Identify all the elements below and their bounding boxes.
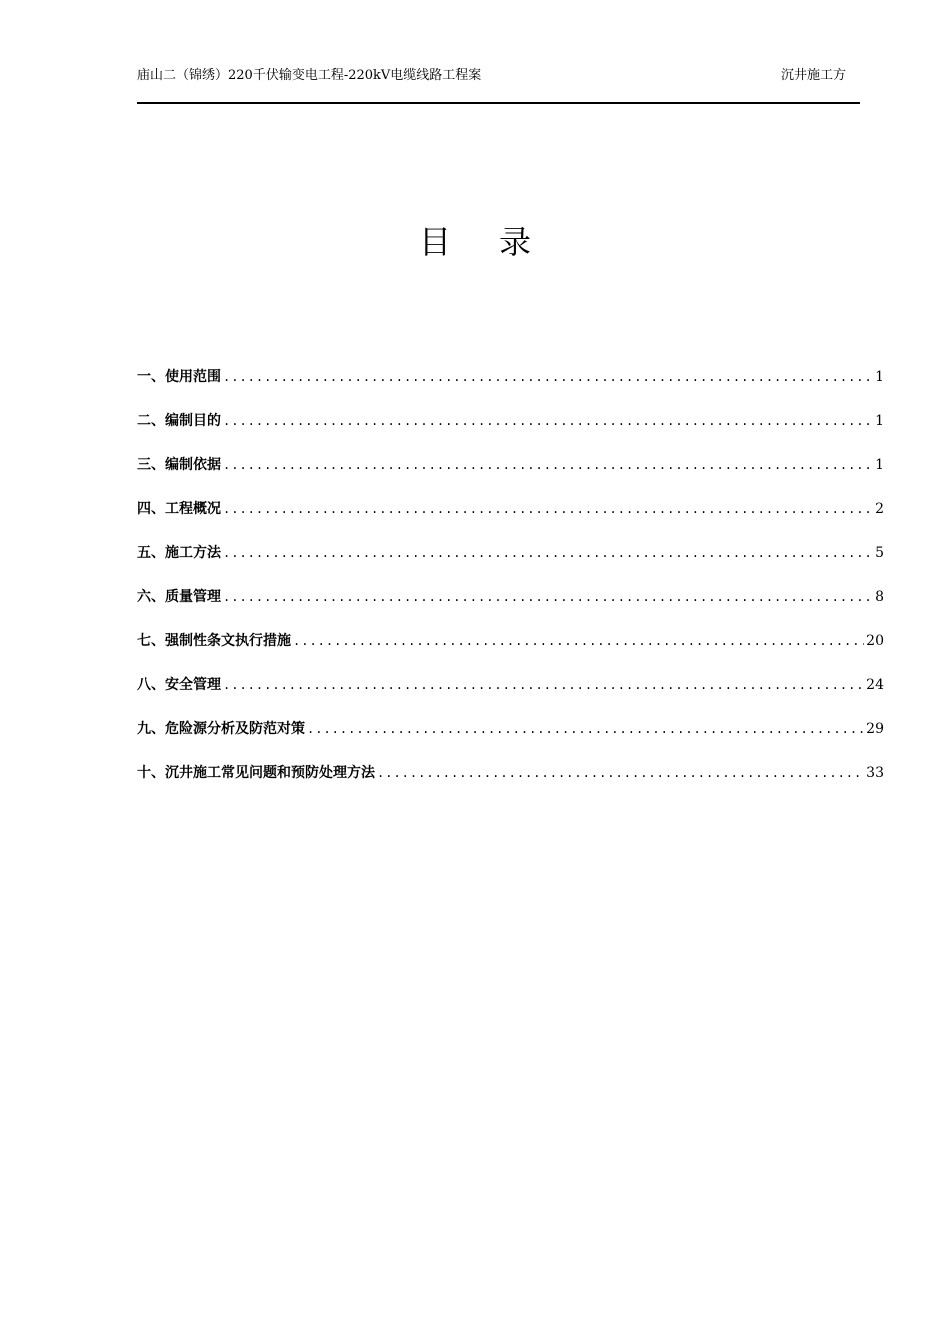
toc-entry-label: 七、强制性条文执行措施 (137, 633, 291, 649)
toc-entry[interactable] (137, 586, 884, 630)
toc-entry-page: 24 (866, 677, 884, 693)
header-document-title: 沉井施工方 (780, 68, 846, 83)
toc-entry-page: 8 (875, 589, 884, 605)
toc-entry-page: 20 (866, 633, 884, 649)
toc-leader-dots (223, 674, 864, 696)
toc-entry-page: 1 (875, 413, 884, 429)
toc-entry-label: 二、编制目的 (137, 413, 221, 429)
toc-entry[interactable] (137, 454, 884, 498)
toc-entry-label: 三、编制依据 (137, 457, 221, 473)
toc-entry-label: 四、工程概况 (137, 501, 221, 517)
header-project-title: 庙山二（锦绣）220千伏输变电工程-220kV电缆线路工程案 (137, 68, 482, 83)
toc-entry[interactable] (137, 718, 884, 762)
toc-entry-label: 八、安全管理 (137, 677, 221, 693)
toc-leader-dots (377, 762, 864, 784)
toc-entry-page: 1 (875, 369, 884, 385)
toc-entry[interactable] (137, 498, 884, 542)
toc-leader-dots (307, 718, 864, 740)
toc-entry[interactable] (137, 410, 884, 454)
page-header (137, 68, 860, 104)
toc-leader-dots (223, 498, 873, 520)
toc-leader-dots (293, 630, 864, 652)
toc-entry-page: 33 (866, 765, 884, 781)
toc-leader-dots (223, 366, 873, 388)
toc-leader-dots (223, 542, 873, 564)
toc-entry-label: 六、质量管理 (137, 589, 221, 605)
toc-leader-dots (223, 586, 873, 608)
toc-leader-dots (223, 410, 873, 432)
toc-entry[interactable] (137, 542, 884, 586)
toc-entry[interactable] (137, 674, 884, 718)
toc-entry[interactable] (137, 762, 884, 806)
toc-entry-page: 1 (875, 457, 884, 473)
toc-entry[interactable] (137, 630, 884, 674)
toc-entry-page: 29 (866, 721, 884, 737)
toc-entry-label: 五、施工方法 (137, 545, 221, 561)
toc-entry-label: 九、危险源分析及防范对策 (137, 721, 305, 737)
toc-entry[interactable] (137, 366, 884, 410)
toc-title: 目录 (418, 223, 579, 261)
toc-list (137, 366, 884, 806)
toc-leader-dots (223, 454, 873, 476)
toc-entry-page: 2 (875, 501, 884, 517)
toc-entry-label: 十、沉井施工常见问题和预防处理方法 (137, 765, 375, 781)
toc-entry-page: 5 (875, 545, 884, 561)
toc-entry-label: 一、使用范围 (137, 369, 221, 385)
